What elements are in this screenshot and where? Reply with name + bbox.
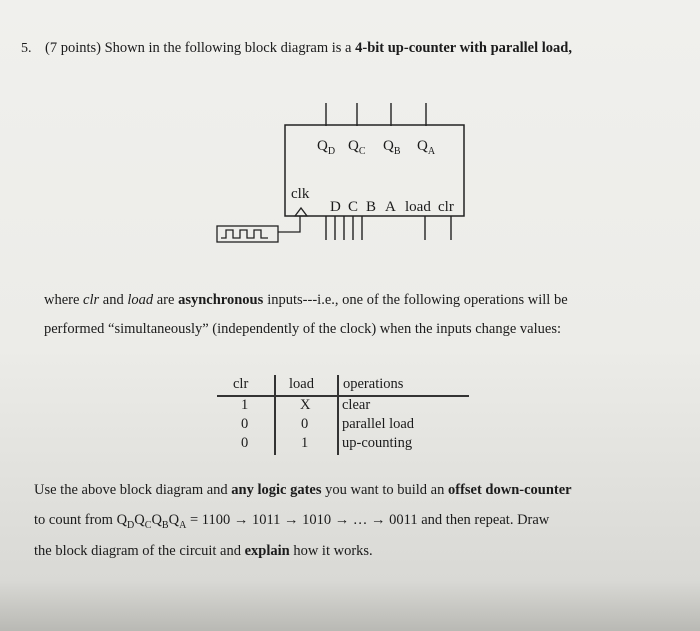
input-label-d: D xyxy=(330,199,341,215)
operations-table xyxy=(217,375,472,465)
task-line3: the block diagram of the circuit and explain how it works. xyxy=(34,543,373,559)
table-cell: 0 xyxy=(241,416,249,432)
asynchronous-term: asynchronous xyxy=(178,292,264,308)
table-header-load: load xyxy=(289,376,314,392)
table-cell: clear xyxy=(342,397,371,413)
clock-wire xyxy=(278,216,300,232)
clr-input-label: clr xyxy=(438,199,454,215)
any-logic-gates-term: any logic gates xyxy=(231,482,322,498)
table-divider-1 xyxy=(274,375,276,455)
input-label-a: A xyxy=(385,199,396,215)
intro-text: Shown in the following block diagram is a xyxy=(104,40,352,56)
input-label-b: B xyxy=(366,199,377,215)
explain-term: explain xyxy=(244,543,290,559)
counter-block-diagram xyxy=(0,0,700,300)
output-label-qb: $Q_B$ xyxy=(383,138,401,157)
clock-waveform-icon xyxy=(221,230,268,238)
clock-edge-icon xyxy=(295,208,307,216)
intro-bold-text: 4-bit up-counter with parallel load, xyxy=(355,40,572,56)
input-lines xyxy=(326,216,451,240)
paragraph-async-line1: where clr and load are asynchronous inputs---i.e., one of the following operations will be xyxy=(44,292,568,308)
table-divider-2 xyxy=(337,375,339,455)
table-cell: 0 xyxy=(301,416,309,432)
load-term: load xyxy=(127,292,154,308)
count-sequence: = 1100 → 1011 → 1010 → … → 0011 and then repeat. Draw xyxy=(189,512,550,528)
table-cell: parallel load xyxy=(342,416,415,432)
table-cell: 0 xyxy=(241,435,249,451)
clr-term: clr xyxy=(83,292,100,308)
table-cell: X xyxy=(300,397,311,413)
question-number: 5. xyxy=(21,41,32,56)
output-lines xyxy=(326,103,426,126)
clk-label: clk xyxy=(291,186,310,202)
output-label-qa: $Q_A$ xyxy=(417,138,436,157)
table-header-operations: operations xyxy=(343,376,404,392)
offset-down-counter-term: offset down-counter xyxy=(447,482,572,498)
points-label: (7 points) xyxy=(45,40,101,56)
table-cell: 1 xyxy=(301,435,309,451)
output-label-qc: $Q_C$ xyxy=(348,138,366,157)
output-label-qd: $Q_D$ xyxy=(317,138,336,157)
load-input-label: load xyxy=(405,199,431,215)
table-cell: up-counting xyxy=(342,435,413,451)
task-line1: Use the above block diagram and any logic gates you want to build an offset down-counter xyxy=(34,482,572,498)
task-line2: to count from $Q_DQ_CQ_BQ_A = 1100 \to 1011 \to 1010$ → … → 0011 and then repeat. Draw xyxy=(34,512,550,531)
state-variables: $Q_DQ_CQ_BQ_A$ xyxy=(116,512,187,531)
paragraph-async-line2: performed “simultaneously” (independently of the clock) when the inputs change values: xyxy=(44,321,562,337)
input-label-c: C xyxy=(348,199,359,215)
table-header-clr: clr xyxy=(233,376,249,392)
table-cell: 1 xyxy=(241,397,249,413)
